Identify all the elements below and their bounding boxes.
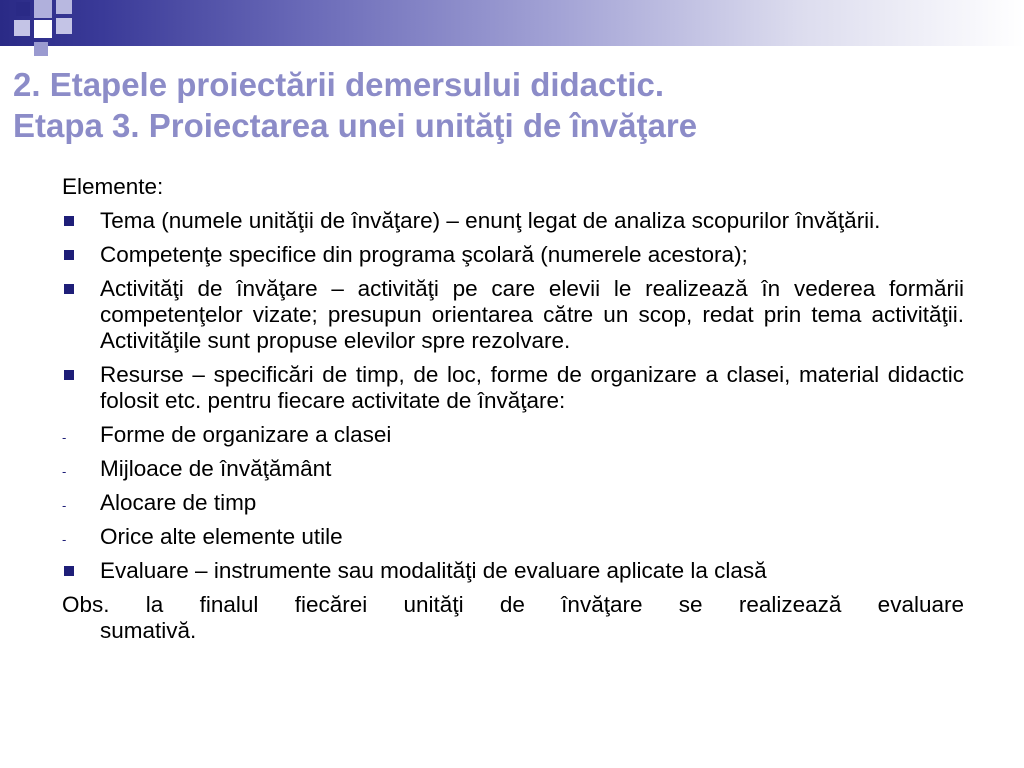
observation-line-2: sumativă. xyxy=(100,618,197,643)
bullet-text: Competenţe specifice din programa şcolară (numerele acestora); xyxy=(100,242,748,267)
decorative-square xyxy=(16,2,30,16)
dash-item-alte xyxy=(62,524,964,550)
dash-item-forme xyxy=(62,422,964,448)
bullet-item-competente xyxy=(62,242,964,268)
square-bullet-icon xyxy=(64,250,74,260)
decorative-square xyxy=(34,0,52,18)
square-bullet-icon xyxy=(64,216,74,226)
slide-body xyxy=(62,174,964,644)
decorative-square xyxy=(56,0,72,14)
intro-text: Elemente: xyxy=(62,174,164,199)
bullet-text: Resurse – specificări de timp, de loc, forme de organizare a clasei, material didactic folosit etc. pentru fiecare activitate de învăţare: xyxy=(100,362,964,413)
dash-text: Forme de organizare a clasei xyxy=(100,422,392,447)
dash-text: Alocare de timp xyxy=(100,490,257,515)
decorative-square xyxy=(14,20,30,36)
dash-bullet-icon: - xyxy=(62,430,67,445)
square-bullet-icon xyxy=(64,566,74,576)
bullet-item-resurse xyxy=(62,362,964,414)
header-gradient-bar xyxy=(0,0,1024,46)
square-bullet-icon xyxy=(64,370,74,380)
dash-bullet-icon: - xyxy=(62,498,67,513)
decorative-square xyxy=(34,20,52,38)
observation-note xyxy=(62,592,964,644)
dash-item-alocare xyxy=(62,490,964,516)
square-bullet-icon xyxy=(64,284,74,294)
slide-title-line-2: Etapa 3. Proiectarea unei unităţi de învăţare xyxy=(13,107,698,144)
bullet-text: Evaluare – instrumente sau modalităţi de evaluare aplicate la clasă xyxy=(100,558,767,583)
slide-title xyxy=(13,64,1013,146)
dash-text: Orice alte elemente utile xyxy=(100,524,343,549)
observation-line-1: Obs. la finalul fiecărei unităţi de învăţare se realizează evaluare xyxy=(62,592,964,617)
bullet-item-activitati xyxy=(62,276,964,354)
dash-bullet-icon: - xyxy=(62,464,67,479)
bullet-text: Tema (numele unităţii de învăţare) – enunţ legat de analiza scopurilor învăţării. xyxy=(100,208,881,233)
bullet-text: Activităţi de învăţare – activităţi pe care elevii le realizează în vederea formării competenţelor vizate; presupun orientarea către un scop, redat prin tema activităţii. Activităţile sunt propuse elevilor spre rezolvare. xyxy=(100,276,964,353)
bullet-item-evaluare xyxy=(62,558,964,584)
decorative-square xyxy=(56,18,72,34)
dash-text: Mijloace de învăţământ xyxy=(100,456,332,481)
slide-title-line-1: 2. Etapele proiectării demersului didactic. xyxy=(13,66,665,103)
bullet-item-tema xyxy=(62,208,964,234)
decorative-square xyxy=(34,42,48,56)
dash-item-mijloace xyxy=(62,456,964,482)
dash-bullet-icon: - xyxy=(62,532,67,547)
